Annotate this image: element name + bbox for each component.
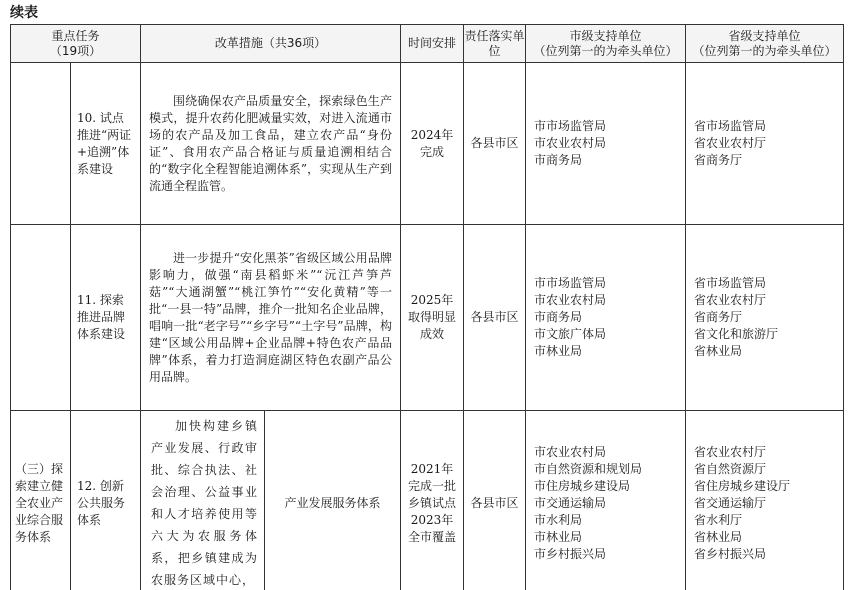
measure-text: 进一步提升“安化黑茶”省级区域公用品牌影响力，做强“南县稻虾米”“沅江芦笋芦菇”“大通湖蟹”“桃江笋竹”“安化黄精”等一批“一县一特”品牌，推介一批知名企业品牌，唱响一批“老字号”“乡字号”“土字号”品牌，构建“区域公用品牌+企业品牌+特色农产品品牌”体系，着力打造洞庭湖区特色农副产品公用品牌。 — [149, 250, 392, 384]
header-province-support-note: （位列第一的为牵头单位） — [692, 43, 837, 58]
header-key-task-count: （19项） — [49, 43, 102, 58]
time-cell: 2024年完成 — [401, 63, 464, 225]
city-units-cell — [526, 411, 686, 590]
time-cell: 2025年取得明显成效 — [401, 225, 464, 411]
task-cell: 11. 探索推进品牌体系建设 — [71, 225, 141, 411]
table-row — [11, 411, 844, 590]
province-units-cell — [686, 225, 844, 411]
city-unit: 市住房城乡建设局 — [534, 478, 631, 493]
province-unit: 省文化和旅游厅 — [694, 327, 779, 341]
header-time: 时间安排 — [401, 25, 464, 63]
task-cell: 10. 试点推进“两证+追溯”体系建设 — [71, 63, 141, 225]
measure-text: 加快构建乡镇产业发展、行政审批、综合执法、社会治理、公益事业和人才培养使用等六大为农服务体系，把乡镇建成为农服务区域中心， — [151, 419, 258, 587]
header-city-support — [526, 25, 686, 63]
header-row — [11, 25, 844, 63]
time-cell: 2021年完成一批乡镇试点2023年全市覆盖 — [401, 411, 464, 590]
city-unit: 市商务局 — [534, 153, 583, 167]
measure-cell — [141, 63, 401, 225]
responsibility-cell: 各县市区 — [464, 63, 526, 225]
measure-cell — [141, 225, 401, 411]
city-unit: 市商务局 — [534, 310, 583, 324]
province-unit: 省商务厅 — [694, 153, 743, 167]
header-city-support-label: 市级支持单位 — [569, 28, 642, 43]
province-unit: 省市场监管局 — [694, 119, 767, 133]
key-task-cell — [11, 225, 71, 411]
header-province-support — [686, 25, 844, 63]
province-unit: 省乡村振兴局 — [694, 546, 767, 561]
sub-measure-cell: 产业发展服务体系 — [265, 411, 401, 590]
province-unit: 省农业农村厅 — [694, 136, 767, 150]
province-unit: 省市场监管局 — [694, 276, 767, 290]
province-unit: 省交通运输厅 — [694, 495, 767, 510]
city-unit: 市农业农村局 — [534, 293, 607, 307]
city-unit: 市乡村振兴局 — [534, 546, 607, 561]
header-key-task-label: 重点任务 — [51, 28, 100, 43]
table-row — [11, 63, 844, 225]
city-unit: 市市场监管局 — [534, 276, 607, 290]
key-task-cell — [11, 63, 71, 225]
header-measures: 改革措施（共36项） — [141, 25, 401, 63]
province-unit: 省农业农村厅 — [694, 444, 767, 459]
measure-text: 围绕确保农产品质量安全，探索绿色生产模式，提升农药化肥减量实效，对进入流通市场的农产品及加工食品，建立农产品“身份证”、食用农产品合格证与质量追溯相结合的“数字化全程智能追溯体系”，实现从生产到流通全程监管。 — [149, 93, 392, 193]
province-unit: 省商务厅 — [694, 310, 743, 324]
responsibility-cell: 各县市区 — [464, 411, 526, 590]
city-unit: 市自然资源和规划局 — [534, 461, 643, 476]
task-cell: 12. 创新公共服务体系 — [71, 411, 141, 590]
key-task-cell: （三）探索建立健全农业产业综合服务体系 — [11, 411, 71, 590]
city-unit: 市农业农村局 — [534, 136, 607, 150]
province-unit: 省林业局 — [694, 529, 743, 544]
header-province-support-label: 省级支持单位 — [728, 28, 801, 43]
header-key-task — [11, 25, 141, 63]
city-unit: 市林业局 — [534, 529, 583, 544]
province-unit: 省林业局 — [694, 344, 743, 358]
province-unit: 省农业农村厅 — [694, 293, 767, 307]
table-caption: 续表 — [10, 5, 38, 21]
table-row — [11, 225, 844, 411]
header-responsibility: 责任落实单位 — [464, 25, 526, 63]
reform-task-table — [10, 24, 844, 590]
province-units-cell — [686, 411, 844, 590]
city-unit: 市水利局 — [534, 512, 583, 527]
city-unit: 市市场监管局 — [534, 119, 607, 133]
province-unit: 省水利厅 — [694, 512, 743, 527]
province-unit: 省住房城乡建设厅 — [694, 478, 791, 493]
header-city-support-note: （位列第一的为牵头单位） — [533, 43, 678, 58]
responsibility-cell: 各县市区 — [464, 225, 526, 411]
measure-cell — [141, 411, 265, 590]
city-unit: 市交通运输局 — [534, 495, 607, 510]
city-unit: 市林业局 — [534, 344, 583, 358]
city-unit: 市文旅广体局 — [534, 327, 607, 341]
city-unit: 市农业农村局 — [534, 444, 607, 459]
city-units-cell — [526, 225, 686, 411]
city-units-cell — [526, 63, 686, 225]
province-unit: 省自然资源厅 — [694, 461, 767, 476]
province-units-cell — [686, 63, 844, 225]
